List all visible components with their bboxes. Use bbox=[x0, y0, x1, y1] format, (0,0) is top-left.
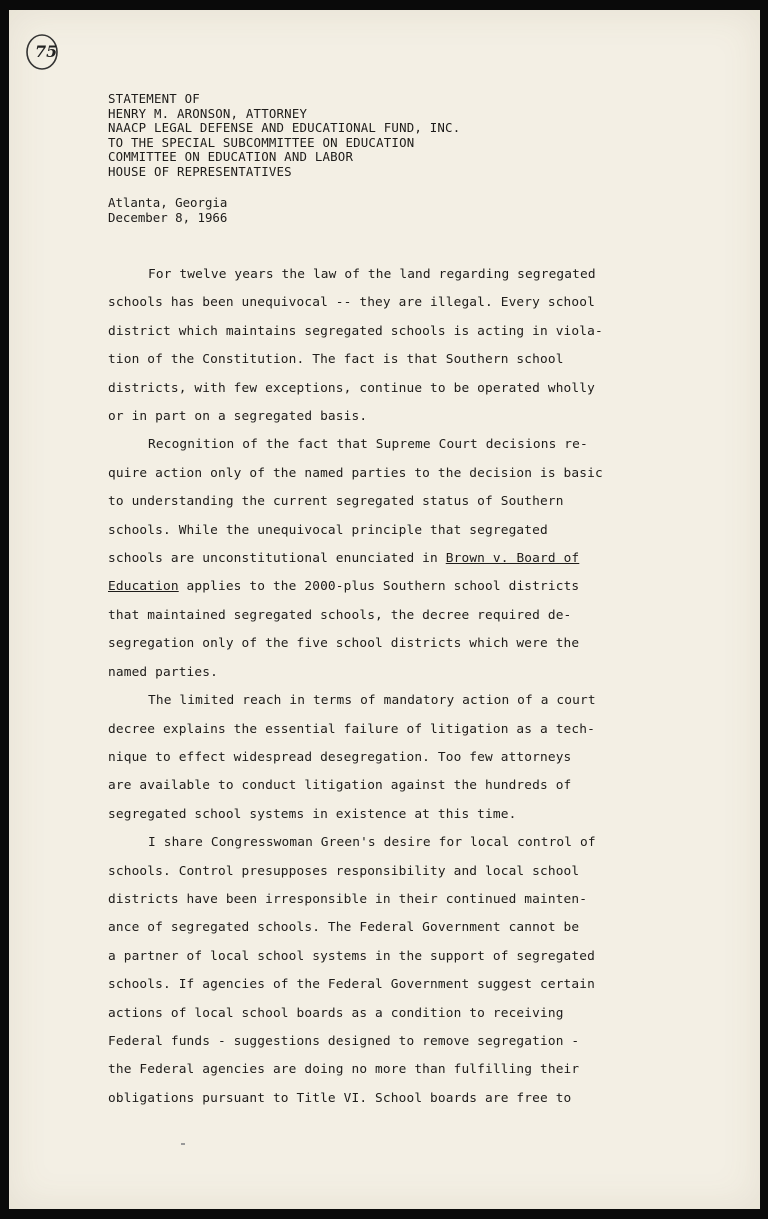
handwritten-page-mark bbox=[24, 32, 60, 72]
paper-speck bbox=[181, 1143, 185, 1145]
heading-line: TO THE SPECIAL SUBCOMMITTEE ON EDUCATION bbox=[108, 134, 415, 150]
text-line: a partner of local school systems in the support of segregated bbox=[108, 948, 595, 964]
text-line: tion of the Constitution. The fact is that Southern school bbox=[108, 352, 564, 368]
text-line: districts, with few exceptions, continue to be operated wholly bbox=[108, 380, 595, 396]
text-line: or in part on a segregated basis. bbox=[108, 409, 368, 425]
text-line: schools. Control presupposes responsibility and local school bbox=[108, 863, 580, 879]
dateline-place: Atlanta, Georgia bbox=[108, 195, 228, 210]
paragraph-3 bbox=[108, 687, 646, 829]
heading-line: COMMITTEE ON EDUCATION AND LABOR bbox=[108, 149, 354, 165]
dateline bbox=[108, 196, 227, 225]
page-mark-number: 75 bbox=[35, 42, 58, 61]
text-line: are available to conduct litigation against the hundreds of bbox=[108, 778, 572, 794]
text-line: ance of segregated schools. The Federal Government cannot be bbox=[108, 920, 580, 936]
text-line bbox=[108, 545, 646, 573]
paragraph-2 bbox=[108, 431, 646, 687]
text-fragment: schools are unconstitutional enunciated in bbox=[108, 551, 446, 567]
document-page bbox=[9, 10, 760, 1209]
text-line: district which maintains segregated schools is acting in viola- bbox=[108, 323, 603, 339]
text-line: decree explains the essential failure of litigation as a tech- bbox=[108, 721, 595, 737]
statement-heading bbox=[108, 92, 460, 180]
text-line: schools. While the unequivocal principle that segregated bbox=[108, 522, 548, 538]
statement-body bbox=[108, 261, 646, 1113]
text-line: nique to effect widespread desegregation. Too few attorneys bbox=[108, 749, 572, 765]
paragraph-1 bbox=[108, 261, 646, 431]
text-line: the Federal agencies are doing no more than fulfilling their bbox=[108, 1062, 580, 1078]
case-citation: Education bbox=[108, 579, 179, 595]
text-line: to understanding the current segregated status of Southern bbox=[108, 494, 564, 510]
text-line: For twelve years the law of the land regarding segregated bbox=[148, 267, 596, 282]
text-line: segregated school systems in existence at this time. bbox=[108, 806, 517, 822]
paragraph-4 bbox=[108, 829, 646, 1113]
text-line: actions of local school boards as a condition to receiving bbox=[108, 1005, 564, 1021]
text-line: districts have been irresponsible in their continued mainten- bbox=[108, 891, 588, 907]
heading-line: STATEMENT OF bbox=[108, 91, 200, 106]
text-fragment: applies to the 2000-plus Southern school districts bbox=[178, 579, 580, 595]
text-line: I share Congresswoman Green's desire for local control of bbox=[148, 835, 596, 851]
text-line: Federal funds - suggestions designed to remove segregation - bbox=[108, 1033, 580, 1049]
text-line: Recognition of the fact that Supreme Court decisions re- bbox=[148, 437, 588, 453]
text-line: schools has been unequivocal -- they are illegal. Every school bbox=[108, 295, 595, 311]
text-line: The limited reach in terms of mandatory action of a court bbox=[148, 693, 596, 709]
text-line bbox=[108, 573, 646, 601]
text-line: obligations pursuant to Title VI. School boards are free to bbox=[108, 1090, 572, 1106]
heading-line: HOUSE OF REPRESENTATIVES bbox=[108, 163, 292, 179]
text-line: named parties. bbox=[108, 664, 218, 680]
dateline-date: December 8, 1966 bbox=[108, 209, 228, 225]
text-line: that maintained segregated schools, the decree required de- bbox=[108, 607, 572, 623]
text-line: schools. If agencies of the Federal Government suggest certain bbox=[108, 977, 595, 993]
heading-line: NAACP LEGAL DEFENSE AND EDUCATIONAL FUND, INC. bbox=[108, 120, 461, 136]
text-line: segregation only of the five school districts which were the bbox=[108, 636, 580, 652]
case-citation: Brown v. Board of bbox=[445, 551, 580, 567]
heading-line: HENRY M. ARONSON, ATTORNEY bbox=[108, 105, 308, 121]
text-line: quire action only of the named parties to the decision is basic bbox=[108, 465, 603, 481]
